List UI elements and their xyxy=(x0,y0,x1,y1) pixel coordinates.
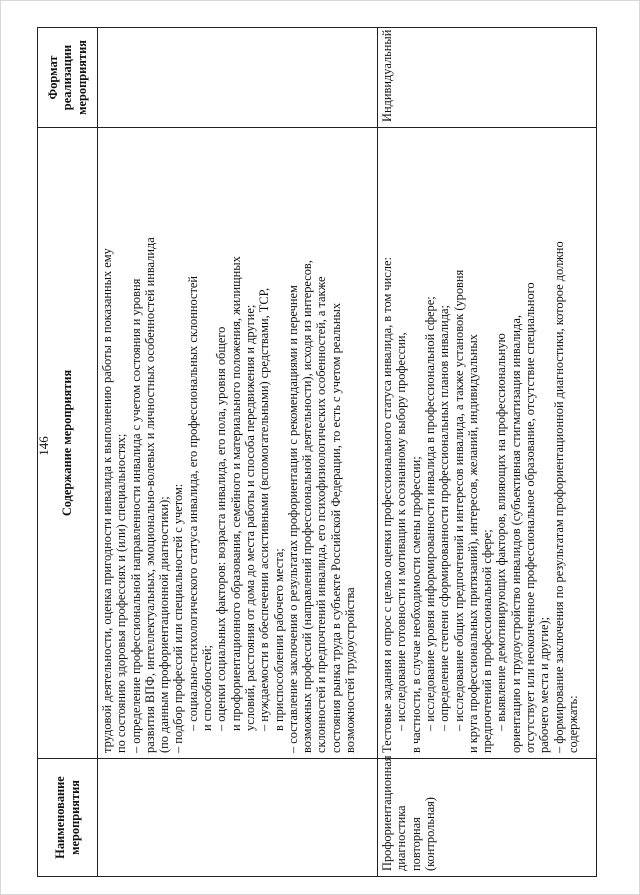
content-line: и способностей; xyxy=(200,645,215,731)
table-row xyxy=(98,28,378,877)
content-line: условий, расстояния от дома до места работы и способа передвижения и другие; xyxy=(242,304,257,731)
table-row xyxy=(378,28,597,877)
content-line: – исследование общих предпочтений и интересов инвалида, а также установок (уровня xyxy=(451,269,466,731)
content-line: – определение профессиональной направленности инвалида с учетом состояния и уровня xyxy=(128,278,143,753)
content-line: Тестовые задания и опрос с целью оценки профессионального статуса инвалида, в том числе: xyxy=(380,257,395,753)
table-header-row xyxy=(38,28,98,877)
row2-name-cell: Профориентационная диагностика повторная (контрольная) xyxy=(378,759,597,877)
content-line: в приспособлении рабочего места; xyxy=(271,548,286,731)
header-activity-name: Наименование мероприятия xyxy=(38,759,98,877)
content-line: – нуждаемости в обеспечении ассистивными (вспомогательными) средствами, ТСР, xyxy=(257,287,272,731)
header-activity-content: Содержание мероприятия xyxy=(38,128,98,759)
content-line: содержать: xyxy=(565,695,580,753)
content-line: и профориентационного образования, семейного и материального положения, жилищных xyxy=(228,256,243,731)
content-line: – исследование уровня информированности инвалида в профессиональной сфере; xyxy=(422,296,437,731)
content-line: отсутствует или неоконченное профессиональное образование, отсутствие специального xyxy=(522,282,537,753)
content-line: в частности, в случае необходимости смены профессии; xyxy=(408,456,423,753)
continuation-format-cell xyxy=(98,28,378,128)
content-line: – подбор профессий или специальностей с учетом: xyxy=(171,483,186,753)
content-line: рабочего места и другие); xyxy=(537,616,552,753)
page-number: 146 xyxy=(36,436,51,456)
content-line: – исследование готовности и мотивации к осознанному выбору профессии, xyxy=(394,332,409,731)
rotated-page-content xyxy=(37,27,597,877)
content-line: – оценки социальных факторов: возраста инвалида, его пола, уровня общего xyxy=(214,326,229,731)
content-line: склонностей и предпочтений инвалида, его психофизиологических особенностей, а также xyxy=(314,276,329,753)
content-line: – формирование заключения по результатам профориентационной диагностики, которое должно xyxy=(551,241,566,753)
content-line: – определение степени сформированности профессиональных планов инвалида; xyxy=(437,305,452,731)
content-line: возможных профессий (направлений профессиональной деятельности), исходя из интересов, xyxy=(300,260,315,753)
continuation-content-cell xyxy=(98,128,378,759)
activities-table xyxy=(37,27,597,877)
content-line: предпочтений в профессиональной сфере; xyxy=(480,529,495,753)
header-activity-format: Формат реализации мероприятия xyxy=(38,28,98,128)
content-line: – составление заключения о результатах профориентации с рекомендациями и перечнем xyxy=(285,285,300,753)
content-line: развития ВПФ, интеллектуальных, эмоционально-волевых и личностных особенностей инвалида xyxy=(142,237,157,753)
row2-content-cell xyxy=(378,128,597,759)
content-line: трудовой деятельности, оценка пригодности инвалида к выполнению работы в показанных ему xyxy=(100,248,114,753)
content-line: состояния рынка труда в субъекте Российской Федерации, то есть с учетом реальных xyxy=(328,302,343,753)
content-line: (по данным профориентационной диагностики); xyxy=(157,496,172,753)
content-line: – социально-психологического статуса инвалида, его профессиональных склонностей xyxy=(185,275,200,731)
content-line: и круга профессиональных притязаний), интересов, желаний, индивидуальных xyxy=(465,334,480,753)
continuation-name-cell xyxy=(98,759,378,877)
content-line: по состоянию здоровья профессиях и (или) специальностях; xyxy=(114,433,129,753)
content-line: ориентацию и трудоустройство инвалидов (субъективная стигматизация инвалида, xyxy=(508,315,523,753)
content-line: возможностей трудоустройства xyxy=(343,587,358,753)
row2-format-cell: Индивидуальный xyxy=(378,28,597,128)
content-line: – выявление демотивирующих факторов, влияющих на профессиональную xyxy=(494,333,509,731)
